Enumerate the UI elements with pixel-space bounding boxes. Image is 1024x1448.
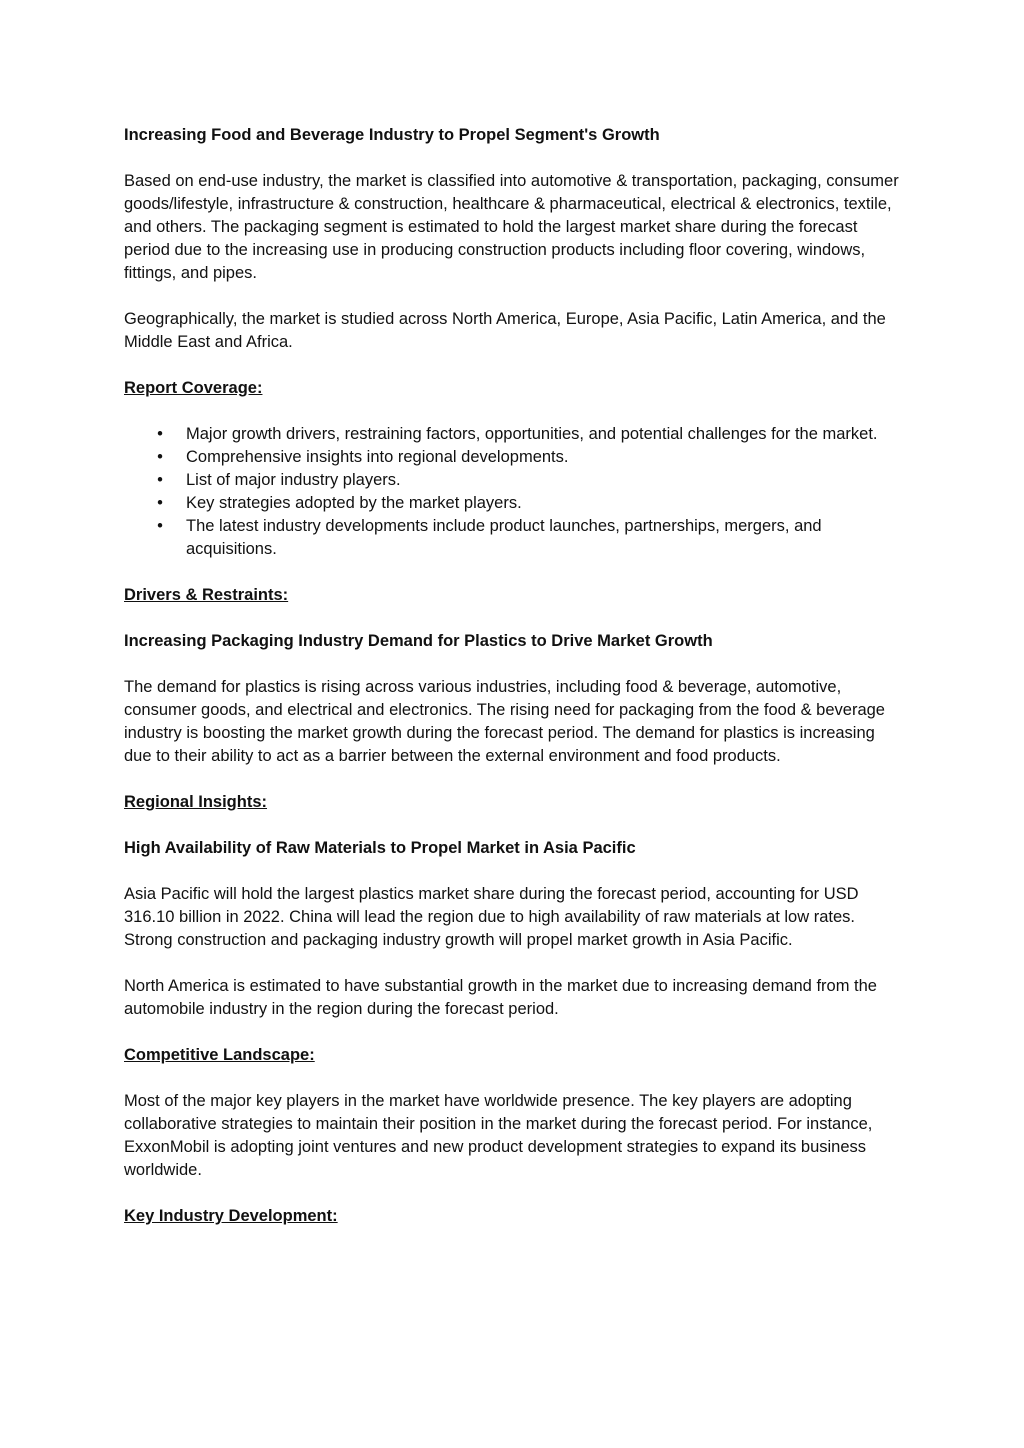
bullet-icon: •	[157, 517, 163, 535]
bullet-icon: •	[157, 425, 163, 443]
bullet-icon: •	[157, 448, 163, 466]
key-industry-development-heading: Key Industry Development:	[124, 1207, 338, 1225]
list-item-text: The latest industry developments include product launches, partnerships, mergers, and acquisitions.	[186, 517, 822, 558]
list-item	[124, 515, 904, 561]
paragraph-competitive: Most of the major key players in the market have worldwide presence. The key players are adopting collaborative strategies to maintain their position in the market during the forecast period. For instance, ExxonMobil is adopting joint ventures and new product development strategies to expand its business worldwide.	[124, 1092, 873, 1179]
list-item-text: Comprehensive insights into regional developments.	[186, 448, 569, 466]
section-heading-food-beverage: Increasing Food and Beverage Industry to Propel Segment's Growth	[124, 126, 660, 144]
list-item-text: Key strategies adopted by the market players.	[186, 494, 522, 512]
paragraph-north-america: North America is estimated to have substantial growth in the market due to increasing demand from the automobile industry in the region during the forecast period.	[124, 977, 877, 1018]
regional-subheading: High Availability of Raw Materials to Propel Market in Asia Pacific	[124, 839, 636, 857]
list-item	[124, 446, 904, 469]
regional-insights-heading: Regional Insights:	[124, 793, 268, 811]
paragraph-end-use-industry: Based on end-use industry, the market is classified into automotive & transportation, packaging, consumer goods/lifestyle, infrastructure & construction, healthcare & pharmaceutical, electrical & electronics, textile, and others. The packaging segment is estimated to hold the largest market share during the forecast period due to the increasing use in producing construction products including floor covering, windows, fittings, and pipes.	[124, 172, 899, 282]
list-item	[124, 492, 904, 515]
report-coverage-heading: Report Coverage:	[124, 379, 263, 397]
paragraph-asia-pacific: Asia Pacific will hold the largest plastics market share during the forecast period, accounting for USD 316.10 billion in 2022. China will lead the region due to high availability of raw materials at low rates. Strong construction and packaging industry growth will propel market growth in Asia Pacific.	[124, 885, 859, 949]
bullet-icon: •	[157, 494, 163, 512]
paragraph-drivers: The demand for plastics is rising across various industries, including food & beverage, automotive, consumer goods, and electrical and electronics. The rising need for packaging from the food & beverage industry is boosting the market growth during the forecast period. The demand for plastics is increasing due to their ability to act as a barrier between the external environment and food products.	[124, 678, 885, 765]
list-item-text: List of major industry players.	[186, 471, 401, 489]
report-coverage-list	[124, 423, 904, 561]
bullet-icon: •	[157, 471, 163, 489]
list-item	[124, 423, 904, 446]
drivers-restraints-heading: Drivers & Restraints:	[124, 586, 289, 604]
drivers-subheading: Increasing Packaging Industry Demand for Plastics to Drive Market Growth	[124, 632, 713, 650]
list-item-text: Major growth drivers, restraining factors, opportunities, and potential challenges for the market.	[186, 425, 878, 443]
paragraph-geography: Geographically, the market is studied across North America, Europe, Asia Pacific, Latin America, and the Middle East and Africa.	[124, 310, 886, 351]
list-item	[124, 469, 904, 492]
document-body	[124, 124, 904, 1251]
competitive-landscape-heading: Competitive Landscape:	[124, 1046, 315, 1064]
